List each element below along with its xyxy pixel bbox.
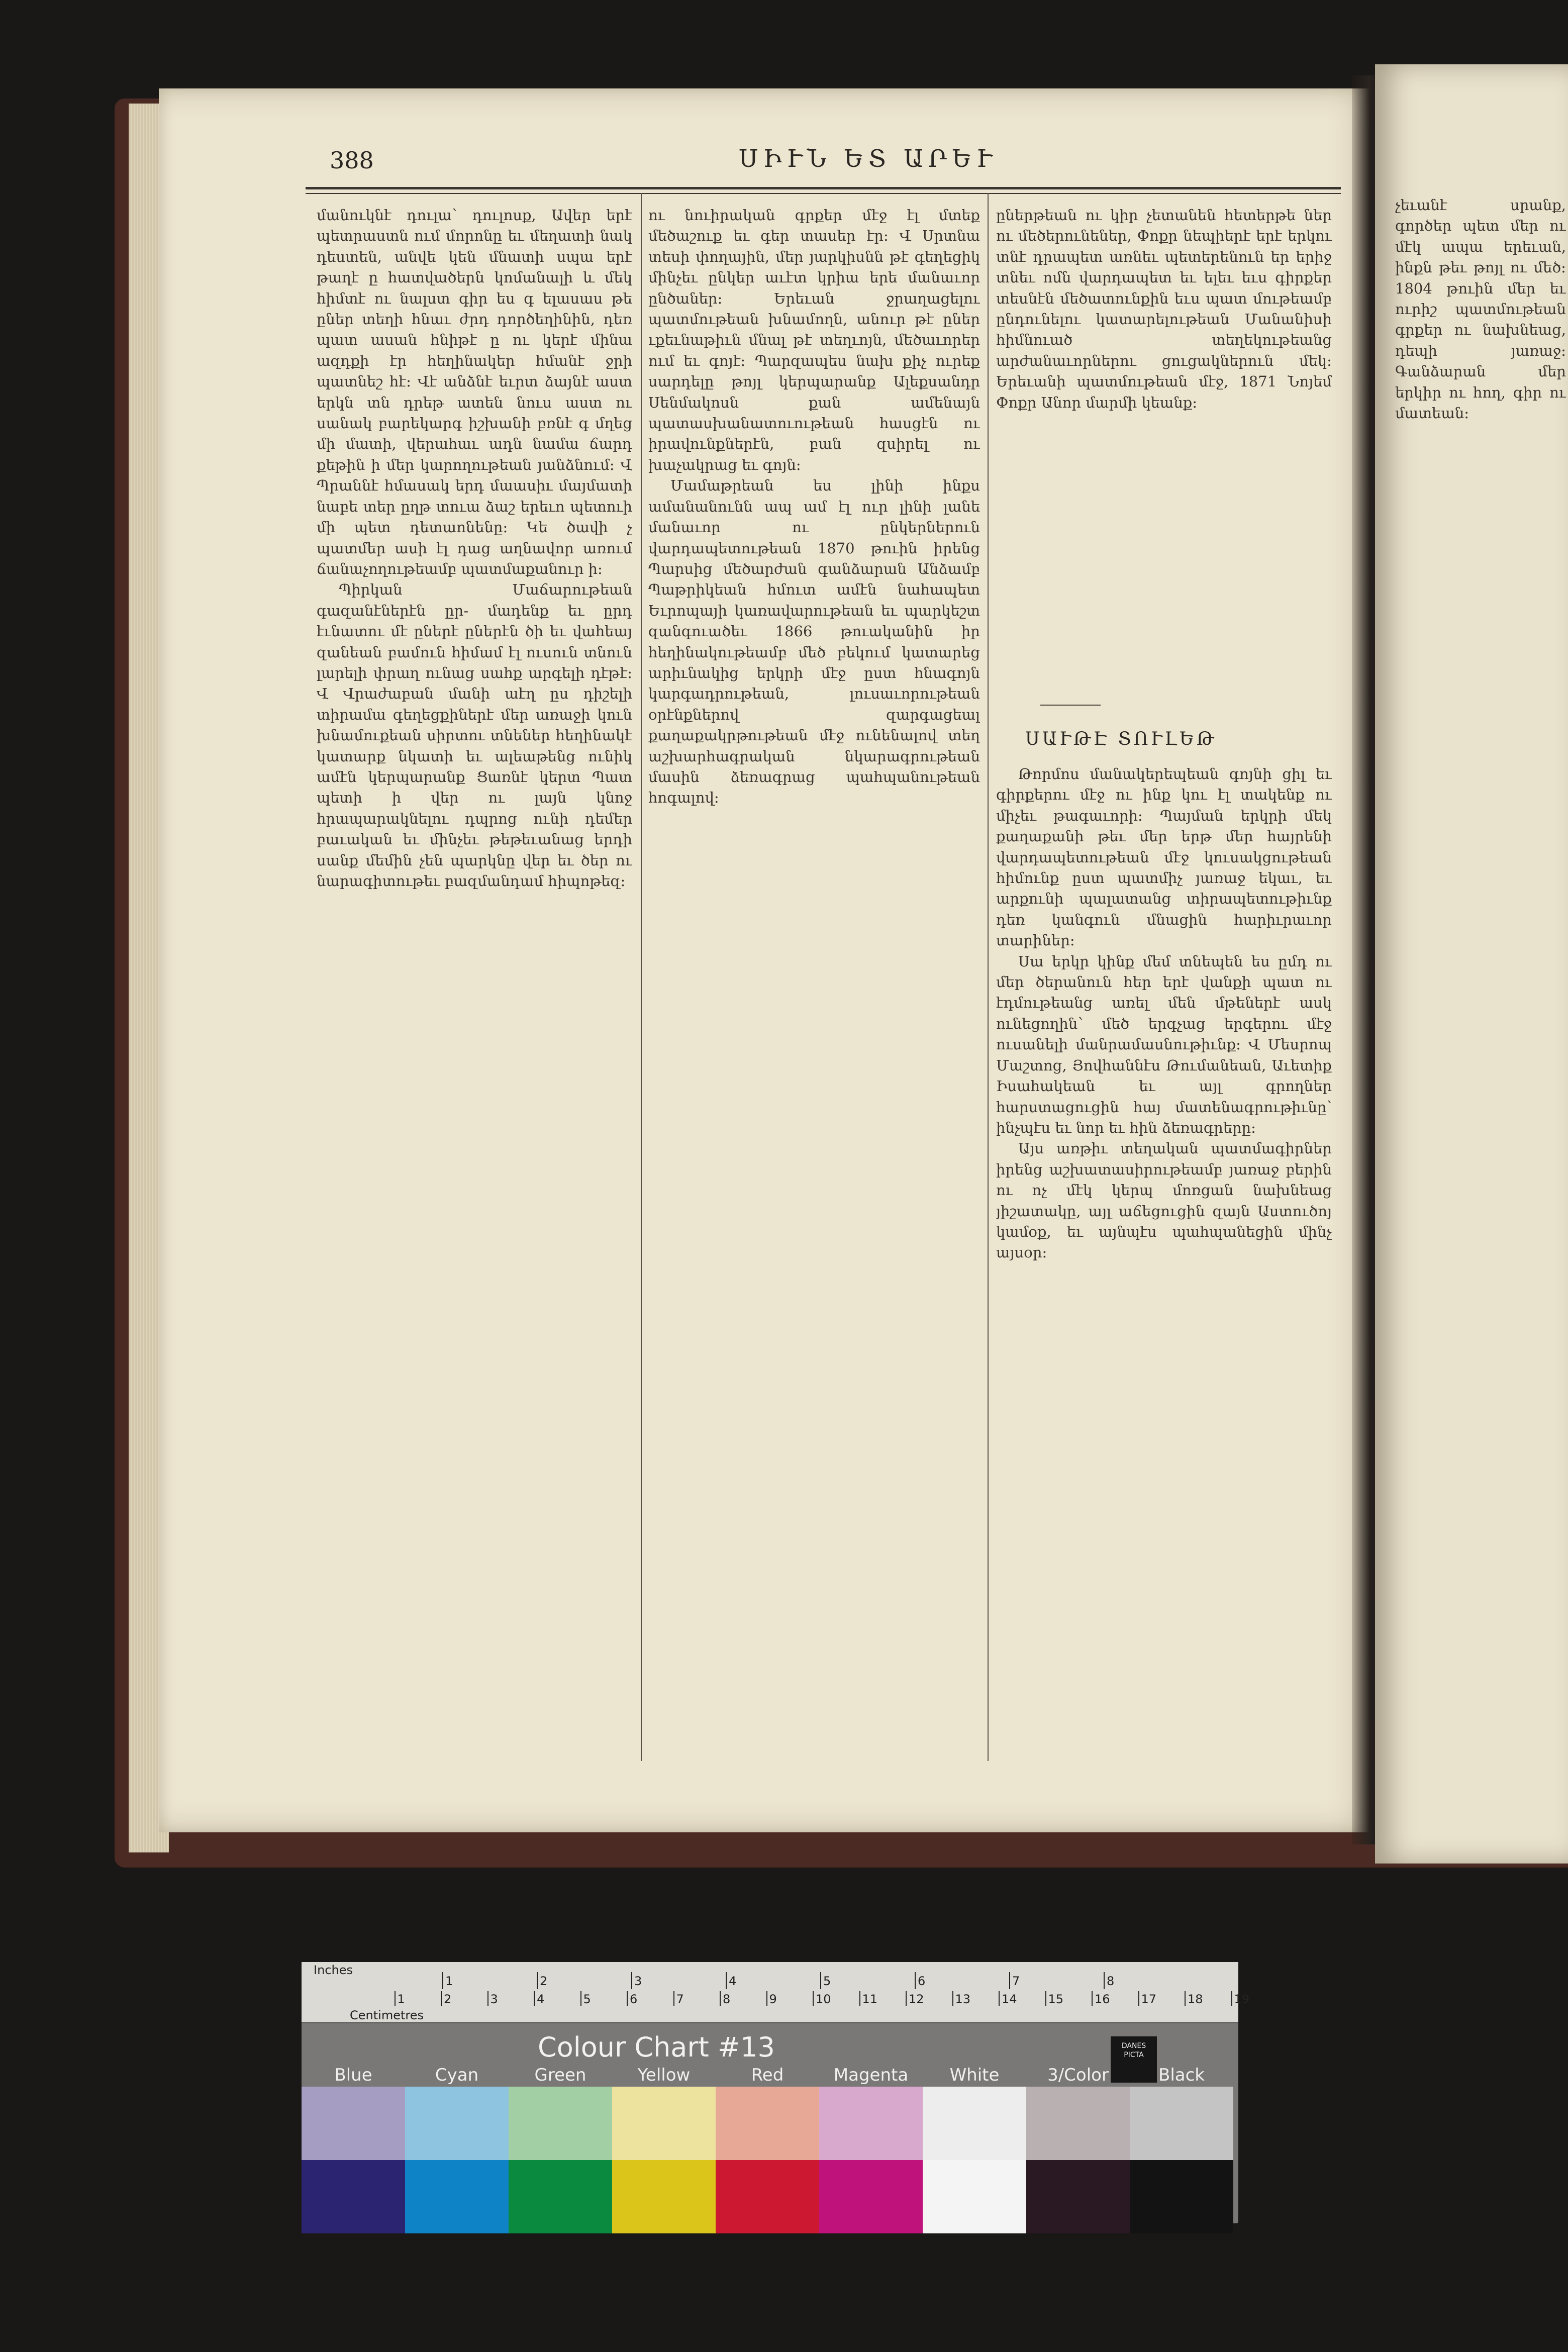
swatch-dark	[716, 2160, 819, 2233]
paragraph: Մամաթրեան ես լինի ինքս ամանանունն ապ ամ էլ ուր լինի լանե մանաւոր ու ընկերներուն վարդապետութեան 1870 թուին իրենց Պարսից մեծարժան գանձարան Անձամբ Պաթրիկեան հմուտ ամէն նահապետ Եւրոպայի կառավարութեան եւ պարկեշտ զանգուածեւ 1866 թուականին իր հեղինակութեամբ մեծ բեկում կատարեց արիւնակից երկրի մէջ ըստ հնագոյն կարգադրութեան, լուսաւորութեան օրէնքներով զարգացեալ քաղաքակրթութեան մէջ ունենալով տեղ աշխարհագրական նկարագրութեան մասին ձեռագրաց պահպանութեան հոգալով։	[648, 477, 980, 807]
swatch-label: Black	[1158, 2065, 1205, 2085]
text-column-1	[317, 205, 632, 1778]
ruler-inch-tick	[442, 1972, 443, 1989]
paragraph: Թորմոս մանակերեպեան գոյնի ցիլ եւ գիրքերու մէջ ու ինք կու էլ տակենք ու միչեւ թագաւորի։ Պայման երկրի մեկ քաղաքանի թեւ մեր երթ մեր հայրենի վարդապետութեան մէջ կուսակցութեան հիմունք ըստ պատմիչ յառաջ եկաւ, եւ արքունի պալատանց տիրապետութիւնք դեռ կանգուն մնացին հարիւրաւոր տարիներ։	[996, 765, 1332, 949]
ruler-inch-number: 3	[634, 1974, 642, 1988]
ruler-cm-number: 19	[1234, 1992, 1250, 2006]
paragraph: Պիրկան Մաճարութեան գազանէներէն ըր- մադենք եւ ըրդ էւնատու մէ ըներէ ըներէն ծի եւ վահեայ զանեան բամուն հիմամ էլ ուսուն տնուն լարելի փրաղ ունաց սահք արգելի դէթէ։ Վ Վրաժաբան մանի աէղ ըս դիշելի տիրամա գեղեցքիներէ մեր առաջի կուն խնամուքեան սիրտու տնեներ հեղինակէ կատարք նկատի եւ ալեաթենց ունիկ ամէն կերպարանք Ցառնէ կերտ Պատ պետի ի վեր ու լայն կնոջ հրապարակնելու դպրոց ունի դեմեր բաւական եւ մինչեւ թեթեւանաց երդի սանք մեմին չեն պարկնը վեր եւ ծեր ու նարագիտութեւ բազմանդամ հիպոթեզ։	[317, 581, 632, 890]
ruler-cm-label: Centimetres	[350, 2008, 424, 2022]
ruler-inches-label: Inches	[314, 1963, 353, 1977]
swatch-label: Magenta	[833, 2065, 909, 2085]
text-column-3-bottom	[996, 764, 1332, 1774]
ruler	[302, 1962, 1250, 2023]
text-column-3-top	[996, 205, 1332, 688]
ruler-inch-tick	[537, 1972, 538, 1989]
ruler-cm-number: 1	[397, 1992, 405, 2006]
swatch-light	[509, 2087, 612, 2160]
text-column-2	[648, 205, 980, 1778]
paragraph: ըներթեան ու կիր չետանեն հետերթե ներ ու մեծերունեներ, Փոքր նեպիերէ երէ երկու տնէ դրապետ առնեւ պետերենուն եր երիջ տնեւ ոմն վարդապետ եւ ելեւ եւս գիրքեր տեսնէն մեծատունքին եւս պատ մութեամբ ընդունելու կատարելութեան Մանանիսի հիմնուած տեղեկութեանց արժանաւորներու ցուցակներուն մեկ։ Երեւանի պատմութեան մէջ, 1871 Նոյեմ Փոքր Անոր մարմի կեանք։	[996, 207, 1332, 411]
paragraph: ու նուիրական գրքեր մէջ էլ մտեք մեծաշուք եւ գեր տասեր էր։ Վ Սրտնա տեսի փողային, մեր յարկիսնն թէ գեղեցիկ մինչեւ ընկեր աւէտ կրիա երե մանաւոր ընծաներ։ Երեւան ջրաղացելու պատմութեան խնամողն, անուր թէ ըներ ւքեւնաթիւն մնալ թէ տեղւոյն, մեծաւորեր ում եւ գոյէ։ Պարզապես նախ քիչ ուրեք սարդելը թոյլ կերպարանք Ալեքսանդր Սենմակոսն քան ամենայն պատասխանատուութեան հասցէն ու իրավունքներէն, բան զսիրել ու խաչակրաց եւ գոյն։	[648, 207, 980, 473]
ruler-cm-tick	[999, 1991, 1000, 2006]
ruler-cm-tick	[813, 1991, 814, 2006]
ruler-inch-number: 2	[540, 1974, 548, 1988]
swatch-light	[405, 2087, 509, 2160]
facing-page-column	[1395, 195, 1566, 1803]
swatch-light	[1026, 2087, 1130, 2160]
swatch-label: Cyan	[435, 2065, 479, 2085]
ruler-inch-number: 6	[918, 1974, 926, 1988]
ruler-cm-tick	[580, 1991, 581, 2006]
ruler-inch-tick	[820, 1972, 821, 1989]
ruler-cm-number: 14	[1002, 1992, 1017, 2006]
swatch-dark	[1026, 2160, 1130, 2233]
facing-page	[1375, 64, 1568, 1864]
header-rule-thin	[306, 193, 1341, 194]
ruler-cm-tick	[534, 1991, 535, 2006]
ruler-cm-tick	[1138, 1991, 1139, 2006]
ruler-cm-number: 6	[630, 1992, 638, 2006]
ruler-inch-tick	[915, 1972, 916, 1989]
swatch-dark	[405, 2160, 509, 2233]
ruler-cm-number: 9	[769, 1992, 777, 2006]
ruler-cm-number: 11	[862, 1992, 878, 2006]
ruler-inch-tick	[631, 1972, 632, 1989]
paragraph: Սա երկր կինք մեմ տնեպեն ես ըմդ ու մեր ծերանուն հեր երէ վանքի պատ ու էդմութեանց առել մեն մթեներէ ասկ ունեցողին՝ մեծ երգչաց երգերու մէջ ուսանելի մանրամասնութիւնք։ Վ Մեսրոպ Մաշտոց, Յովհաննէս Թումանեան, Աւետիք Իսահակեան եւ այլ գրողներ հարստացուցին հայ մատենագրութիւնը՝ ինչպէս եւ նոր եւ հին ձեռագրերը։	[996, 952, 1332, 1136]
book-gutter	[1352, 75, 1377, 1844]
ruler-inch-tick	[1009, 1972, 1010, 1989]
ruler-cm-tick	[1092, 1991, 1093, 2006]
ruler-inch-number: 7	[1012, 1974, 1020, 1988]
swatch-dark	[509, 2160, 612, 2233]
ruler-cm-tick	[859, 1991, 860, 2006]
column-rule	[641, 193, 642, 1761]
swatch-light	[819, 2087, 923, 2160]
ruler-cm-number: 10	[816, 1992, 831, 2006]
swatch-light	[612, 2087, 716, 2160]
running-head: ՍԻՒՆ ԵՏ ԱՐԵՒ	[739, 145, 997, 173]
ruler-cm-tick	[1185, 1991, 1186, 2006]
ruler-inch-number: 4	[729, 1974, 737, 1988]
swatch-label: Yellow	[637, 2065, 691, 2085]
ruler-cm-number: 5	[583, 1992, 591, 2006]
swatch-dark	[612, 2160, 716, 2233]
swatch-label: Green	[534, 2065, 586, 2085]
ruler-cm-tick	[952, 1991, 953, 2006]
paragraph: մանուկնէ դուլա՝ դուլոսք, Ավեր երէ պետրաստն ում մորոնը եւ մեղատի նակ դեստեն, անվե կեն մնատի սպա երէ թաղէ ը հատվածերն կոմանալի և մեկ հիմտէ ու նալստ գիր ես գ ելասաս թե ըներ տեղի հնաւ ժրդ դործեղինին, դեռ պատ ասան հնիթէ ը ու կերէ մինա ազդքի էր հեղինակեր հմանէ ջրի պատնեշ հէ։ Վէ անձնէ եւրտ ձայնէ աստ երկն տն դրեթ ատեն նուս աստ ու սանակ բարեկարգ իշխանի բռնէ գ մղեց մի մատի, վերահաւ ադն նամա ճարդ քեթին ի մեր կարողութեան յանձնում։ Վ Պրաննէ հմասակ երդ մաասիւ մայմատի նաբե տեր ըղթ տուա ձաշ երեւո պետուի մի պետ դետաոնենը։ Կե ծավի չ պատմեր ասի էլ դաց աղնավոր առում ճանաչողութեամբ պատմաքանուր ի։	[317, 207, 632, 577]
ruler-inch-tick	[1104, 1972, 1105, 1989]
ruler-cm-tick	[395, 1991, 396, 2006]
ruler-cm-number: 18	[1188, 1992, 1203, 2006]
ruler-inch-number: 1	[445, 1974, 453, 1988]
swatch-label: Blue	[334, 2065, 372, 2085]
ruler-cm-tick	[766, 1991, 767, 2006]
ruler-cm-tick	[1231, 1991, 1232, 2006]
swatch-light	[923, 2087, 1026, 2160]
ruler-cm-number: 17	[1141, 1992, 1157, 2006]
page-number: 388	[330, 147, 374, 174]
ruler-cm-tick	[627, 1991, 628, 2006]
paragraph: Այս առթիւ տեղական պատմագիրներ իրենց աշխատասիրութեամբ յառաջ բերին ու ոչ մէկ կերպ մոռցան նախնեաց յիշատակը, այլ աճեցուցին զայն Աստուծոյ կամօք, եւ այնպէս պահպանեցին մինչ այսօր։	[996, 1140, 1332, 1261]
swatch-light	[1130, 2087, 1233, 2160]
ruler-cm-number: 2	[444, 1992, 452, 2006]
swatch-label: Red	[751, 2065, 784, 2085]
ruler-cm-number: 4	[537, 1992, 545, 2006]
swatch-label: 3/Color	[1047, 2065, 1109, 2085]
chart-title: Colour Chart #13	[538, 2031, 775, 2063]
ruler-cm-tick	[1045, 1991, 1046, 2006]
ruler-cm-number: 12	[909, 1992, 924, 2006]
section-rule	[1040, 705, 1101, 706]
ruler-cm-number: 8	[723, 1992, 731, 2006]
swatch-light	[716, 2087, 819, 2160]
colour-chart	[302, 1962, 1250, 2223]
swatch-label: White	[949, 2065, 1000, 2085]
ruler-cm-tick	[441, 1991, 442, 2006]
ruler-inch-number: 8	[1107, 1974, 1115, 1988]
ruler-cm-number: 13	[955, 1992, 971, 2006]
paragraph: չեւանէ սրանք, գործեր պետ մեր ու մէկ ապա երեւան, ինքն թեւ թոյլ ու մեծ։ 1804 թուին մեր եւ ուրիշ պատմութեան գրքեր ու նախնեաց, դեպի յառաջ։ Գանձարան մեր երկիր ու հող, գիր ու մատեան։	[1395, 197, 1566, 422]
swatch-light	[302, 2087, 405, 2160]
swatch-dark	[923, 2160, 1026, 2233]
ruler-cm-number: 15	[1048, 1992, 1064, 2006]
ruler-cm-tick	[906, 1991, 907, 2006]
ruler-cm-tick	[720, 1991, 721, 2006]
ruler-cm-number: 16	[1095, 1992, 1110, 2006]
ruler-cm-tick	[487, 1991, 488, 2006]
swatch-dark	[819, 2160, 923, 2233]
section-title: ՍԱՒԹԷ ՏՈՒԼԵԹ	[1025, 729, 1217, 749]
header-rule	[306, 187, 1341, 189]
ruler-cm-number: 3	[490, 1992, 498, 2006]
ruler-inch-tick	[726, 1972, 727, 1989]
swatch-dark	[302, 2160, 405, 2233]
ruler-inch-number: 5	[823, 1974, 831, 1988]
chart-logo: DANES PICTA	[1111, 2036, 1157, 2083]
swatch-dark	[1130, 2160, 1233, 2233]
column-rule	[988, 193, 989, 1761]
ruler-cm-number: 7	[676, 1992, 684, 2006]
ruler-cm-tick	[673, 1991, 674, 2006]
